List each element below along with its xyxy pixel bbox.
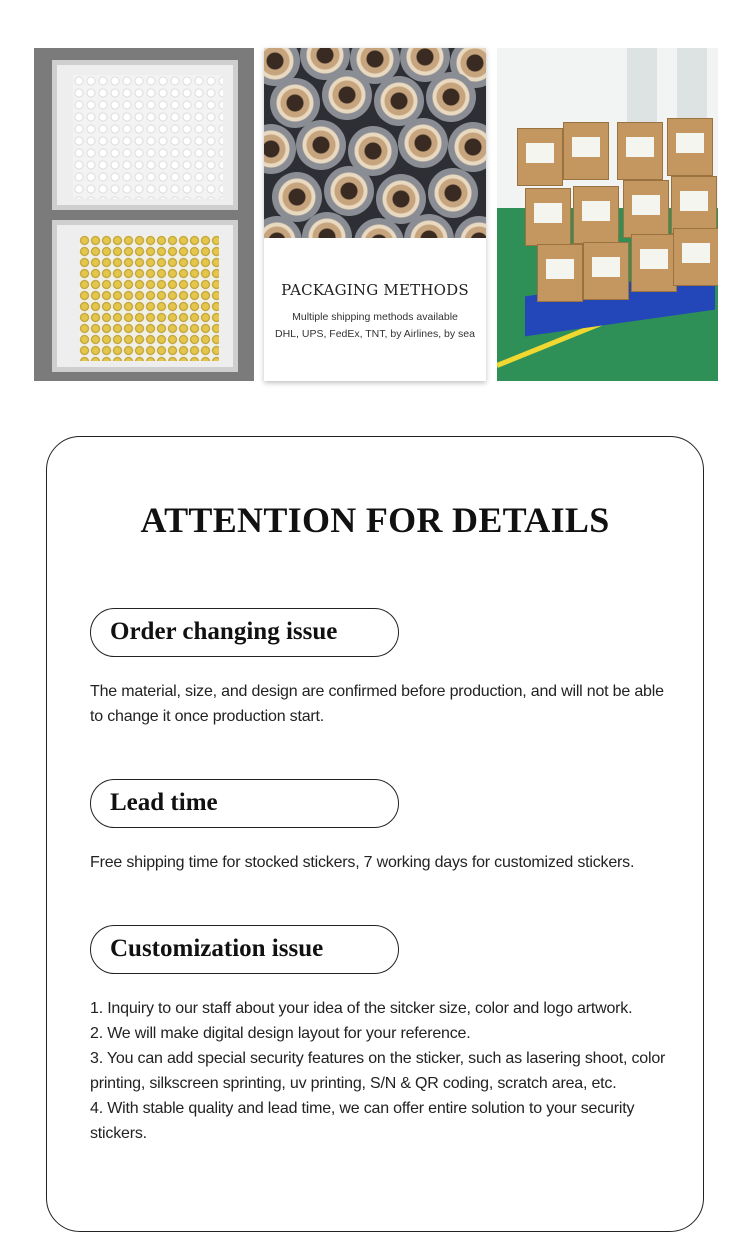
lead-time-text: Free shipping time for stocked stickers, 7 working days for customized stickers. <box>90 854 635 871</box>
list-item: 2. We will make digital design layout for your reference. <box>90 1025 471 1042</box>
tray-clear-stickers <box>52 60 238 210</box>
card-title: ATTENTION FOR DETAILS <box>140 500 610 540</box>
customization-list <box>90 996 670 1146</box>
attention-details-card <box>46 436 704 1232</box>
section-heading-label: Order changing issue <box>110 618 338 645</box>
tray-gold-stickers <box>52 220 238 372</box>
section-heading-order-changing <box>90 608 399 657</box>
section-heading-label: Lead time <box>110 789 218 816</box>
list-item: 4. With stable quality and lead time, we can offer entire solution to your security stickers. <box>90 1100 635 1142</box>
packaging-caption <box>264 238 486 381</box>
clear-sticker-sheet <box>73 75 223 199</box>
section-heading-customization <box>90 925 399 974</box>
shipping-methods-line: Multiple shipping methods available <box>292 311 458 323</box>
carriers-line: DHL, UPS, FedEx, TNT, by Airlines, by sea <box>275 328 475 340</box>
gold-sticker-sheet <box>79 235 219 361</box>
packaging-subtitle <box>264 309 486 343</box>
section-heading-lead-time <box>90 779 399 828</box>
list-item: 3. You can add special security features on the sticker, such as lasering shoot, color printing, silkscreen sprinting, uv printing, S/N & QR coding, scratch area, etc. <box>90 1050 666 1092</box>
order-changing-text: The material, size, and design are confirmed before production, and will not be able to change it once production start. <box>90 683 664 725</box>
sticker-trays-photo <box>34 48 254 381</box>
sticker-rolls-photo <box>264 48 486 238</box>
list-item: 1. Inquiry to our staff about your idea of the sitcker size, color and logo artwork. <box>90 1000 633 1017</box>
boxes-on-pallet-photo <box>497 48 718 381</box>
packaging-title: PACKAGING METHODS <box>281 281 469 299</box>
section-heading-label: Customization issue <box>110 935 324 962</box>
packaging-methods-card <box>264 48 486 381</box>
